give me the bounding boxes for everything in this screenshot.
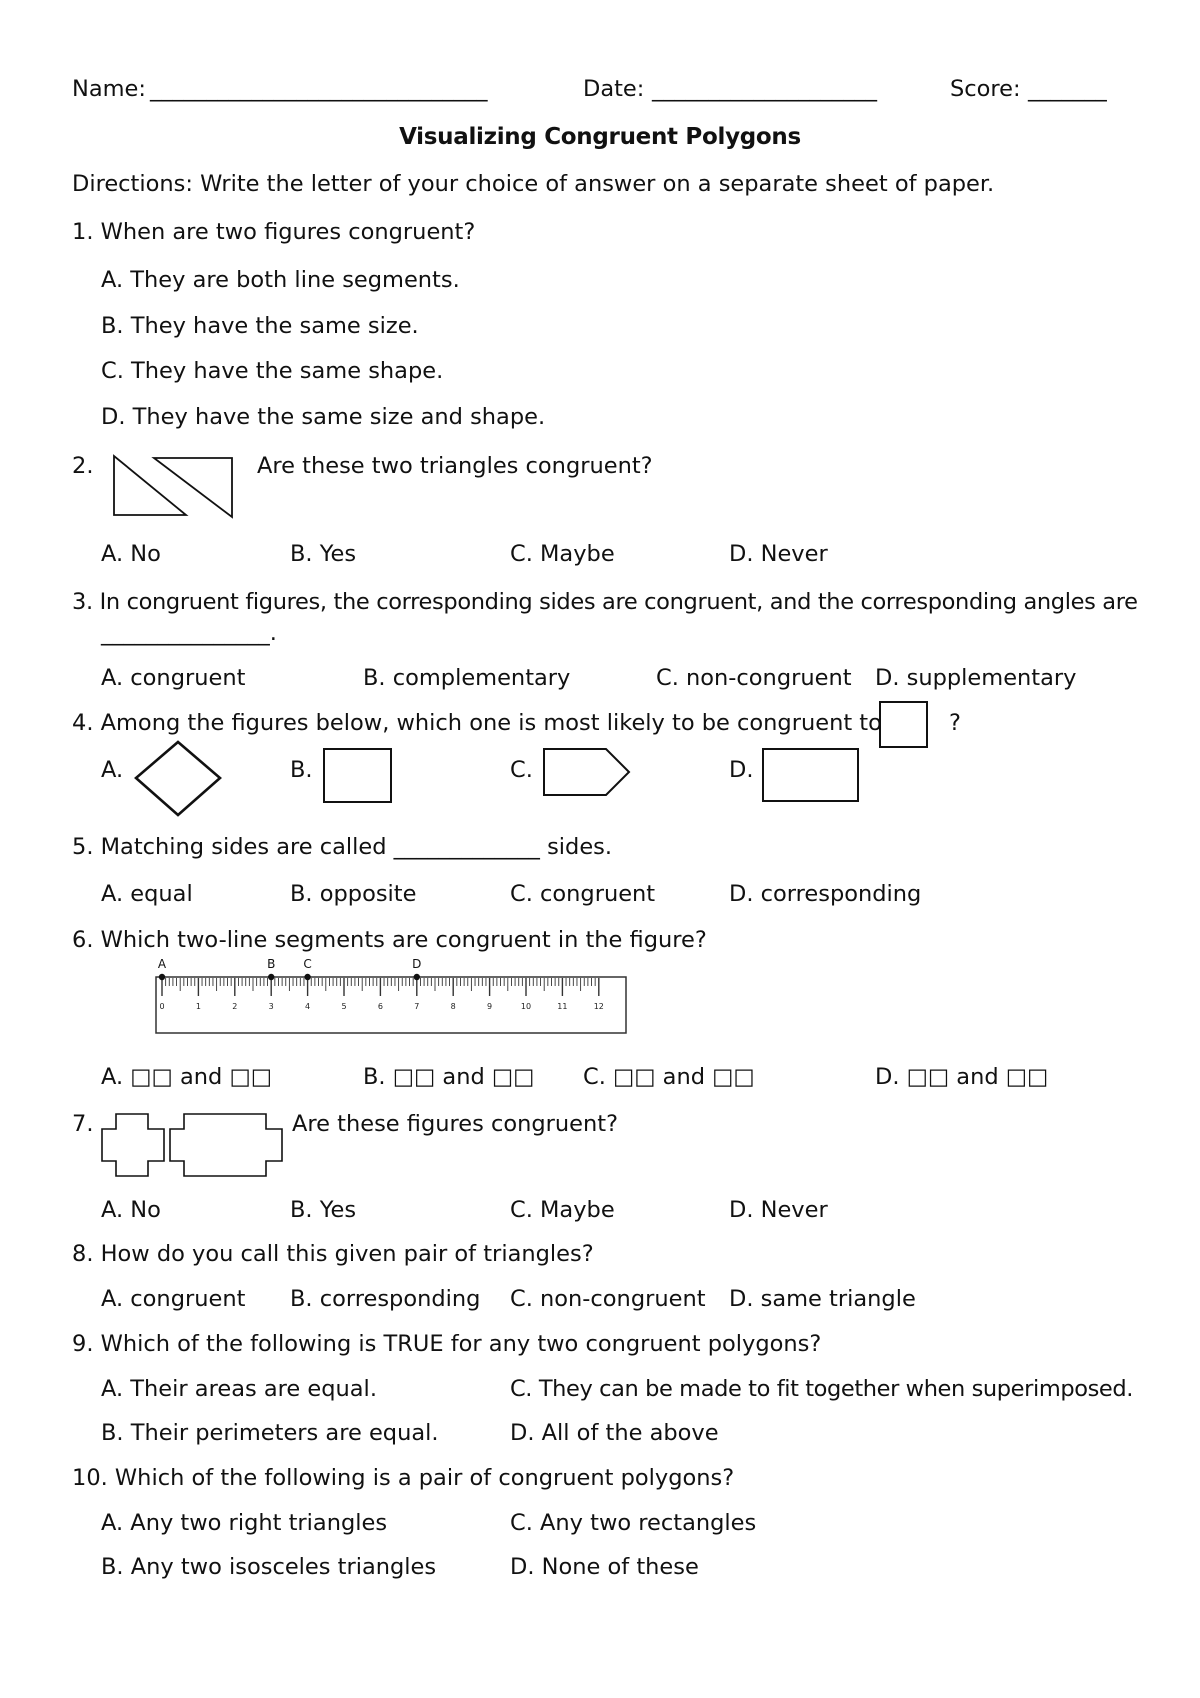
q9-option-b[interactable]: B. Their perimeters are equal. xyxy=(101,1420,439,1446)
date-blank[interactable]: ____________________ xyxy=(652,76,877,102)
q7-option-b[interactable]: B. Yes xyxy=(290,1197,357,1223)
q7-option-a[interactable]: A. No xyxy=(101,1197,161,1223)
q10-option-c[interactable]: C. Any two rectangles xyxy=(510,1510,757,1536)
q8-option-d[interactable]: D. same triangle xyxy=(729,1286,916,1312)
q10-option-a[interactable]: A. Any two right triangles xyxy=(101,1510,388,1536)
q6-option-d[interactable]: D. □□ and □□ xyxy=(875,1064,1049,1090)
ruler-number: 12 xyxy=(593,1002,604,1011)
ruler-number: 8 xyxy=(450,1002,456,1011)
score-blank[interactable]: _______ xyxy=(1028,76,1107,102)
q4-square-figure[interactable] xyxy=(323,748,393,804)
q10-option-b[interactable]: B. Any two isosceles triangles xyxy=(101,1554,437,1580)
q3-option-d[interactable]: D. supplementary xyxy=(875,665,1077,691)
q5-option-a[interactable]: A. equal xyxy=(101,881,193,907)
q2-option-d[interactable]: D. Never xyxy=(729,541,828,567)
ruler-point-dot xyxy=(304,974,310,980)
ruler-number: 5 xyxy=(341,1002,347,1011)
score-label: Score: xyxy=(950,76,1021,102)
q2-triangles-figure xyxy=(110,452,236,520)
q8-option-c[interactable]: C. non-congruent xyxy=(510,1286,706,1312)
ruler-number: 10 xyxy=(520,1002,532,1011)
q10-question: 10. Which of the following is a pair of congruent polygons? xyxy=(72,1465,735,1491)
q2-option-a[interactable]: A. No xyxy=(101,541,161,567)
q1-option-b[interactable]: B. They have the same size. xyxy=(101,313,419,339)
q2-option-c[interactable]: C. Maybe xyxy=(510,541,615,567)
q3-option-c[interactable]: C. non-congruent xyxy=(656,665,852,691)
q2-number: 2. xyxy=(72,453,94,479)
q10-option-d[interactable]: D. None of these xyxy=(510,1554,699,1580)
q9-option-a[interactable]: A. Their areas are equal. xyxy=(101,1376,377,1402)
q9-question: 9. Which of the following is TRUE for any two congruent polygons? xyxy=(72,1331,822,1357)
q3-blank: _______________. xyxy=(101,620,277,646)
q5-option-c[interactable]: C. congruent xyxy=(510,881,656,907)
q9-option-c[interactable]: C. They can be made to fit together when superimposed. xyxy=(510,1376,1133,1402)
name-blank[interactable]: ______________________________ xyxy=(150,76,488,102)
q1-option-a[interactable]: A. They are both line segments. xyxy=(101,267,460,293)
q4-option-d[interactable]: D. xyxy=(729,757,754,783)
q4-option-c[interactable]: C. xyxy=(510,757,533,783)
q4-reference-square xyxy=(879,701,929,749)
q7-number: 7. xyxy=(72,1111,94,1137)
ruler-point-label: C xyxy=(303,957,312,971)
q7-option-c[interactable]: C. Maybe xyxy=(510,1197,615,1223)
q4-rectangle-figure[interactable] xyxy=(762,748,860,803)
q4-question: 4. Among the figures below, which one is most likely to be congruent to xyxy=(72,710,882,736)
q5-question: 5. Matching sides are called _____________ sides. xyxy=(72,834,613,860)
q5-option-b[interactable]: B. opposite xyxy=(290,881,417,907)
ruler-point-label: D xyxy=(412,957,422,971)
q6-option-b[interactable]: B. □□ and □□ xyxy=(363,1064,535,1090)
date-label: Date: xyxy=(583,76,645,102)
q4-pentagon-figure[interactable] xyxy=(543,748,631,798)
ruler-figure xyxy=(150,955,630,1037)
ruler-number: 6 xyxy=(377,1002,383,1011)
q3-option-a[interactable]: A. congruent xyxy=(101,665,246,691)
ruler-point-label: B xyxy=(267,957,276,971)
ruler-number: 4 xyxy=(305,1002,311,1011)
ruler-number: 0 xyxy=(159,1002,165,1011)
q6-option-a[interactable]: A. □□ and □□ xyxy=(101,1064,272,1090)
ruler-number: 11 xyxy=(557,1002,568,1011)
ruler-number: 7 xyxy=(414,1002,420,1011)
q8-question: 8. How do you call this given pair of triangles? xyxy=(72,1241,594,1267)
q9-option-d[interactable]: D. All of the above xyxy=(510,1420,719,1446)
page-title: Visualizing Congruent Polygons xyxy=(399,124,801,150)
q2-option-b[interactable]: B. Yes xyxy=(290,541,357,567)
ruler-point-dot xyxy=(268,974,274,980)
q3-question: 3. In congruent figures, the corresponding sides are congruent, and the corresponding angles are xyxy=(72,589,1138,615)
ruler-point-label: A xyxy=(157,957,167,971)
q8-option-a[interactable]: A. congruent xyxy=(101,1286,246,1312)
q2-triangle-right xyxy=(154,458,232,517)
ruler-point-dot xyxy=(414,974,420,980)
q6-option-c[interactable]: C. □□ and □□ xyxy=(583,1064,755,1090)
ruler-number: 3 xyxy=(268,1002,274,1011)
q4-question-mark: ? xyxy=(949,710,961,736)
name-label: Name: xyxy=(72,76,146,102)
q4-diamond-figure[interactable] xyxy=(133,740,223,818)
q5-option-d[interactable]: D. corresponding xyxy=(729,881,922,907)
directions: Directions: Write the letter of your choice of answer on a separate sheet of paper. xyxy=(72,171,995,197)
ruler-number: 1 xyxy=(195,1002,201,1011)
q4-option-b[interactable]: B. xyxy=(290,757,313,783)
q7-wide-cross-shape xyxy=(170,1114,282,1176)
q1-option-d[interactable]: D. They have the same size and shape. xyxy=(101,404,546,430)
q1-option-c[interactable]: C. They have the same shape. xyxy=(101,358,444,384)
q7-cross-shape xyxy=(102,1114,164,1176)
ruler-point-dot xyxy=(159,974,165,980)
q2-question: Are these two triangles congruent? xyxy=(257,453,653,479)
ruler-number: 2 xyxy=(232,1002,238,1011)
q7-option-d[interactable]: D. Never xyxy=(729,1197,828,1223)
q2-triangle-left xyxy=(114,456,186,515)
q7-figures xyxy=(100,1112,286,1178)
ruler-number: 9 xyxy=(487,1002,493,1011)
q1-question: 1. When are two figures congruent? xyxy=(72,219,476,245)
q8-option-b[interactable]: B. corresponding xyxy=(290,1286,481,1312)
q6-question: 6. Which two-line segments are congruent in the figure? xyxy=(72,927,707,953)
q4-option-a[interactable]: A. xyxy=(101,757,124,783)
q3-option-b[interactable]: B. complementary xyxy=(363,665,571,691)
q7-question: Are these figures congruent? xyxy=(292,1111,619,1137)
